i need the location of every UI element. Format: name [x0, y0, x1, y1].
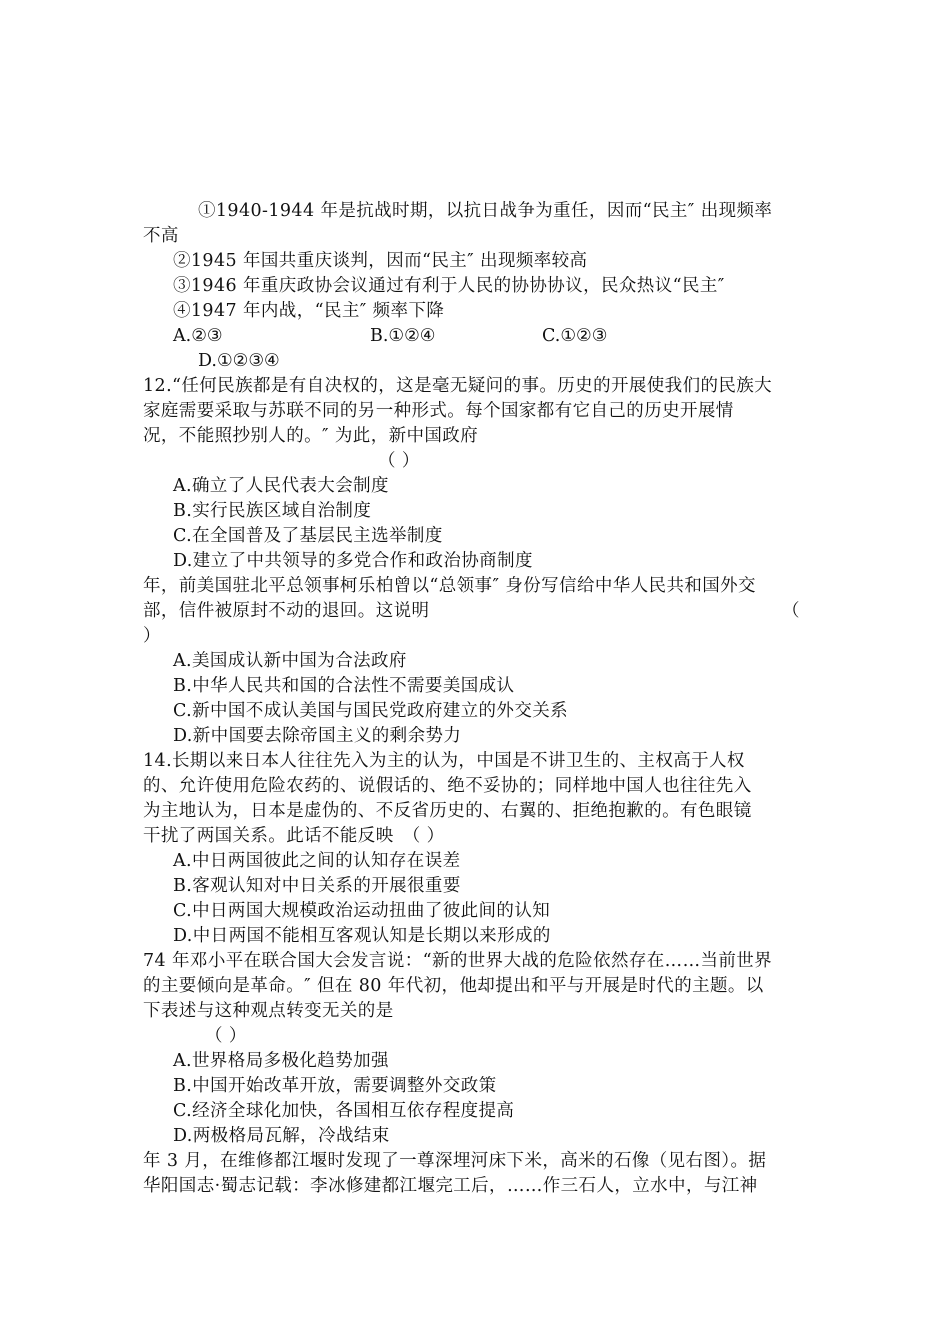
q13-option-c[interactable]: C.新中国不成认美国与国民党政府建立的外交关系: [173, 701, 569, 721]
q12-stem-line-3: 况，不能照抄别人的。″ 为此，新中国政府: [143, 426, 479, 446]
q11-option-b[interactable]: B.①②④: [370, 326, 436, 346]
q14-stem-line-2: 的、允许使用危险农药的、说假话的、绝不妥协的；同样地中国人也往往先入: [143, 776, 752, 796]
q15-answer-blank: （ ）: [205, 1026, 247, 1046]
q14-stem-line-1: 14.长期以来日本人往往先入为主的认为，中国是不讲卫生的、主权高于人权: [143, 751, 745, 771]
q11-option-d[interactable]: D.①②③④: [198, 351, 280, 371]
q12-option-d[interactable]: D.建立了中共领导的多党合作和政治协商制度: [173, 551, 533, 571]
q12-stem-line-2: 家庭需要采取与苏联不同的另一种形式。每个国家都有它自己的历史开展情: [143, 401, 734, 421]
q12-option-c[interactable]: C.在全国普及了基层民主选举制度: [173, 526, 443, 546]
q13-answer-blank-close: ）: [143, 626, 161, 646]
q15-option-c[interactable]: C.经济全球化加快，各国相互依存程度提高: [173, 1101, 515, 1121]
q15-stem-line-3: 下表述与这种观点转变无关的是: [143, 1001, 394, 1021]
q13-answer-blank-open: （: [782, 601, 800, 621]
q11-option-a[interactable]: A.②③: [173, 326, 223, 346]
q12-answer-blank: （ ）: [378, 451, 420, 471]
q15-stem-line-2: 的主要倾向是革命。″ 但在 80 年代初，他却提出和平与开展是时代的主题。以: [143, 976, 764, 996]
q14-option-c[interactable]: C.中日两国大规模政治运动扭曲了彼此间的认知: [173, 901, 551, 921]
q11-statement-3: ③1946 年重庆政协会议通过有利于人民的协协协议，民众热议“民主″: [173, 276, 725, 296]
q14-stem-line-4: 干扰了两国关系。此话不能反映 （ ）: [143, 826, 445, 846]
q11-statement-1-cont: 不高: [143, 226, 179, 246]
q12-option-a[interactable]: A.确立了人民代表大会制度: [173, 476, 389, 496]
q16-stem-line-2: 华阳国志·蜀志记载：李冰修建都江堰完工后，……作三石人，立水中，与江神: [143, 1176, 758, 1196]
q11-statement-1: ①1940-1944 年是抗战时期，以抗日战争为重任，因而“民主″ 出现频率: [198, 201, 773, 221]
q14-option-a[interactable]: A.中日两国彼此之间的认知存在误差: [173, 851, 461, 871]
q13-option-d[interactable]: D.新中国要去除帝国主义的剩余势力: [173, 726, 462, 746]
q11-option-c[interactable]: C.①②③: [542, 326, 608, 346]
q15-stem-line-1: 74 年邓小平在联合国大会发言说：“新的世界大战的危险依然存在……当前世界: [143, 951, 773, 971]
q16-stem-line-1: 年 3 月，在维修都江堰时发现了一尊深埋河床下米，高米的石像（见右图）。据: [143, 1151, 767, 1171]
q13-option-b[interactable]: B.中华人民共和国的合法性不需要美国成认: [173, 676, 515, 696]
q12-stem-line-1: 12.“任何民族都是有自决权的，这是毫无疑问的事。历史的开展使我们的民族大: [143, 376, 773, 396]
q14-option-d[interactable]: D.中日两国不能相互客观认知是长期以来形成的: [173, 926, 551, 946]
q15-option-a[interactable]: A.世界格局多极化趋势加强: [173, 1051, 389, 1071]
q14-stem-line-3: 为主地认为，日本是虚伪的、不反省历史的、右翼的、拒绝抱歉的。有色眼镜: [143, 801, 752, 821]
q12-option-b[interactable]: B.实行民族区域自治制度: [173, 501, 372, 521]
q13-option-a[interactable]: A.美国成认新中国为合法政府: [173, 651, 407, 671]
q13-stem-line-2: 部，信件被原封不动的退回。这说明: [143, 601, 430, 621]
q15-option-d[interactable]: D.两极格局瓦解，冷战结束: [173, 1126, 390, 1146]
q13-stem-line-1: 年，前美国驻北平总领事柯乐柏曾以“总领事″ 身份写信给中华人民共和国外交: [143, 576, 756, 596]
q11-statement-4: ④1947 年内战，“民主″ 频率下降: [173, 301, 445, 321]
q11-statement-2: ②1945 年国共重庆谈判，因而“民主″ 出现频率较高: [173, 251, 588, 271]
q15-option-b[interactable]: B.中国开始改革开放，需要调整外交政策: [173, 1076, 497, 1096]
q14-option-b[interactable]: B.客观认知对中日关系的开展很重要: [173, 876, 461, 896]
